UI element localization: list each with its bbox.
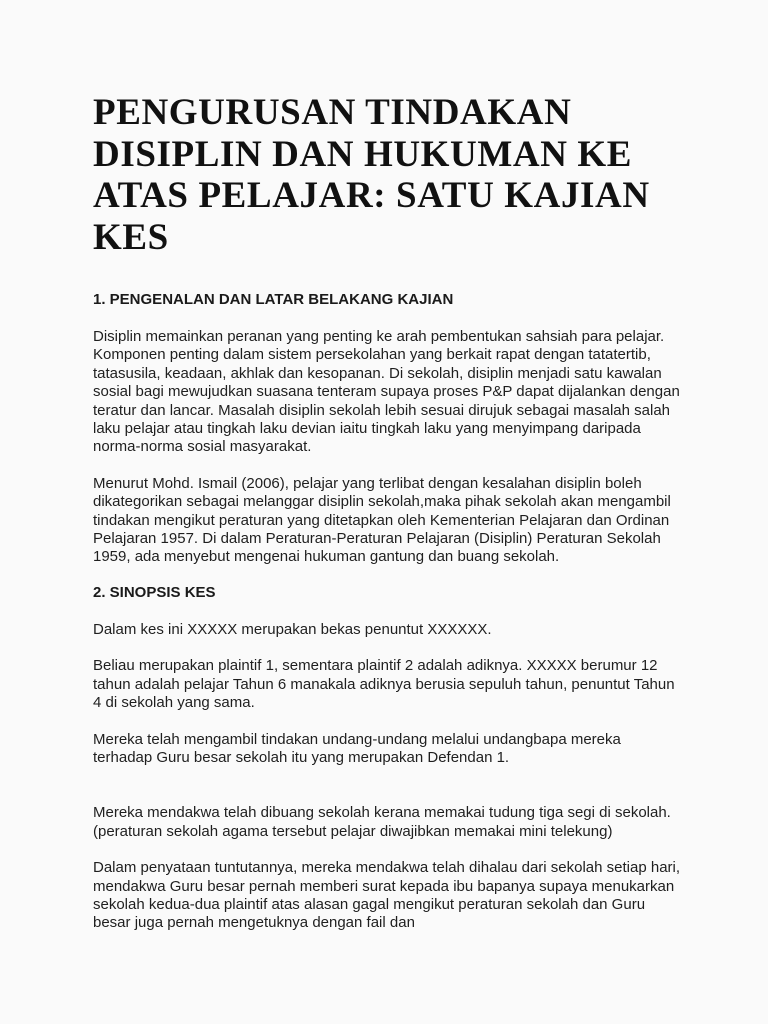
title-block xyxy=(93,92,693,291)
document-title: PENGURUSAN TINDAKAN DISIPLIN DAN HUKUMAN KE ATAS PELAJAR: SATU KAJIAN KES xyxy=(93,92,650,258)
paragraph-introduction-2: Menurut Mohd. Ismail (2006), pelajar yang terlibat dengan kesalahan disiplin boleh dikategorikan sebagai melanggar disiplin sekolah,maka pihak sekolah akan mengambil tindakan mengikut peraturan yang ditetapkan oleh Kementerian Pelajaran dan Ordinan Pelajaran 1957. Di dalam Peraturan-Peraturan Pelajaran (Disiplin) Peraturan Sekolah 1959, ada menyebut mengenai hukuman gantung dan buang sekolah. xyxy=(93,474,671,566)
paragraph-synopsis-5: Dalam penyataan tuntutannya, mereka mendakwa telah dihalau dari sekolah setiap hari, mendakwa Guru besar pernah memberi surat kepada ibu bapanya supaya menukarkan sekolah kedua-dua plaintif atas alasan gagal mengikut peraturan sekolah dan Guru besar juga pernah mengetuknya dengan fail dan xyxy=(93,859,681,932)
section-heading-synopsis: 2. SINOPSIS KES xyxy=(93,583,216,601)
section-heading-introduction: 1. PENGENALAN DAN LATAR BELAKANG KAJIAN xyxy=(93,291,454,308)
paragraph-synopsis-1: Dalam kes ini XXXXX merupakan bekas penuntut XXXXXX. xyxy=(93,620,492,638)
paragraph-synopsis-4: Mereka mendakwa telah dibuang sekolah kerana memakai tudung tiga segi di sekolah. (peraturan sekolah agama tersebut pelajar diwajibkan memakai mini telekung) xyxy=(93,804,671,840)
paragraph-introduction-1: Disiplin memainkan peranan yang penting ke arah pembentukan sahsiah para pelajar. Komponen penting dalam sistem persekolahan yang berkait rapat dengan tatatertib, tatasusila, keadaan, akhlak dan kesopanan. Di sekolah, disiplin menjadi satu kawalan sosial bagi mewujudkan suasana tenteram supaya proses P&P dapat dijalankan dengan teratur dan lancar. Masalah disiplin sekolah lebih sesuai dirujuk sebagai masalah salah laku pelajar atau tingkah laku devian iaitu tingkah laku yang menyimpang daripada norma-norma sosial masyarakat. xyxy=(93,328,680,456)
document-content xyxy=(93,92,693,933)
paragraph-synopsis-3: Mereka telah mengambil tindakan undang-undang melalui undangbapa mereka terhadap Guru besar sekolah itu yang merupakan Defendan 1. xyxy=(93,730,621,766)
paragraph-synopsis-2: Beliau merupakan plaintif 1, sementara plaintif 2 adalah adiknya. XXXXX berumur 12 tahun adalah pelajar Tahun 6 manakala adiknya berusia sepuluh tahun, penuntut Tahun 4 di sekolah yang sama. xyxy=(93,657,675,712)
